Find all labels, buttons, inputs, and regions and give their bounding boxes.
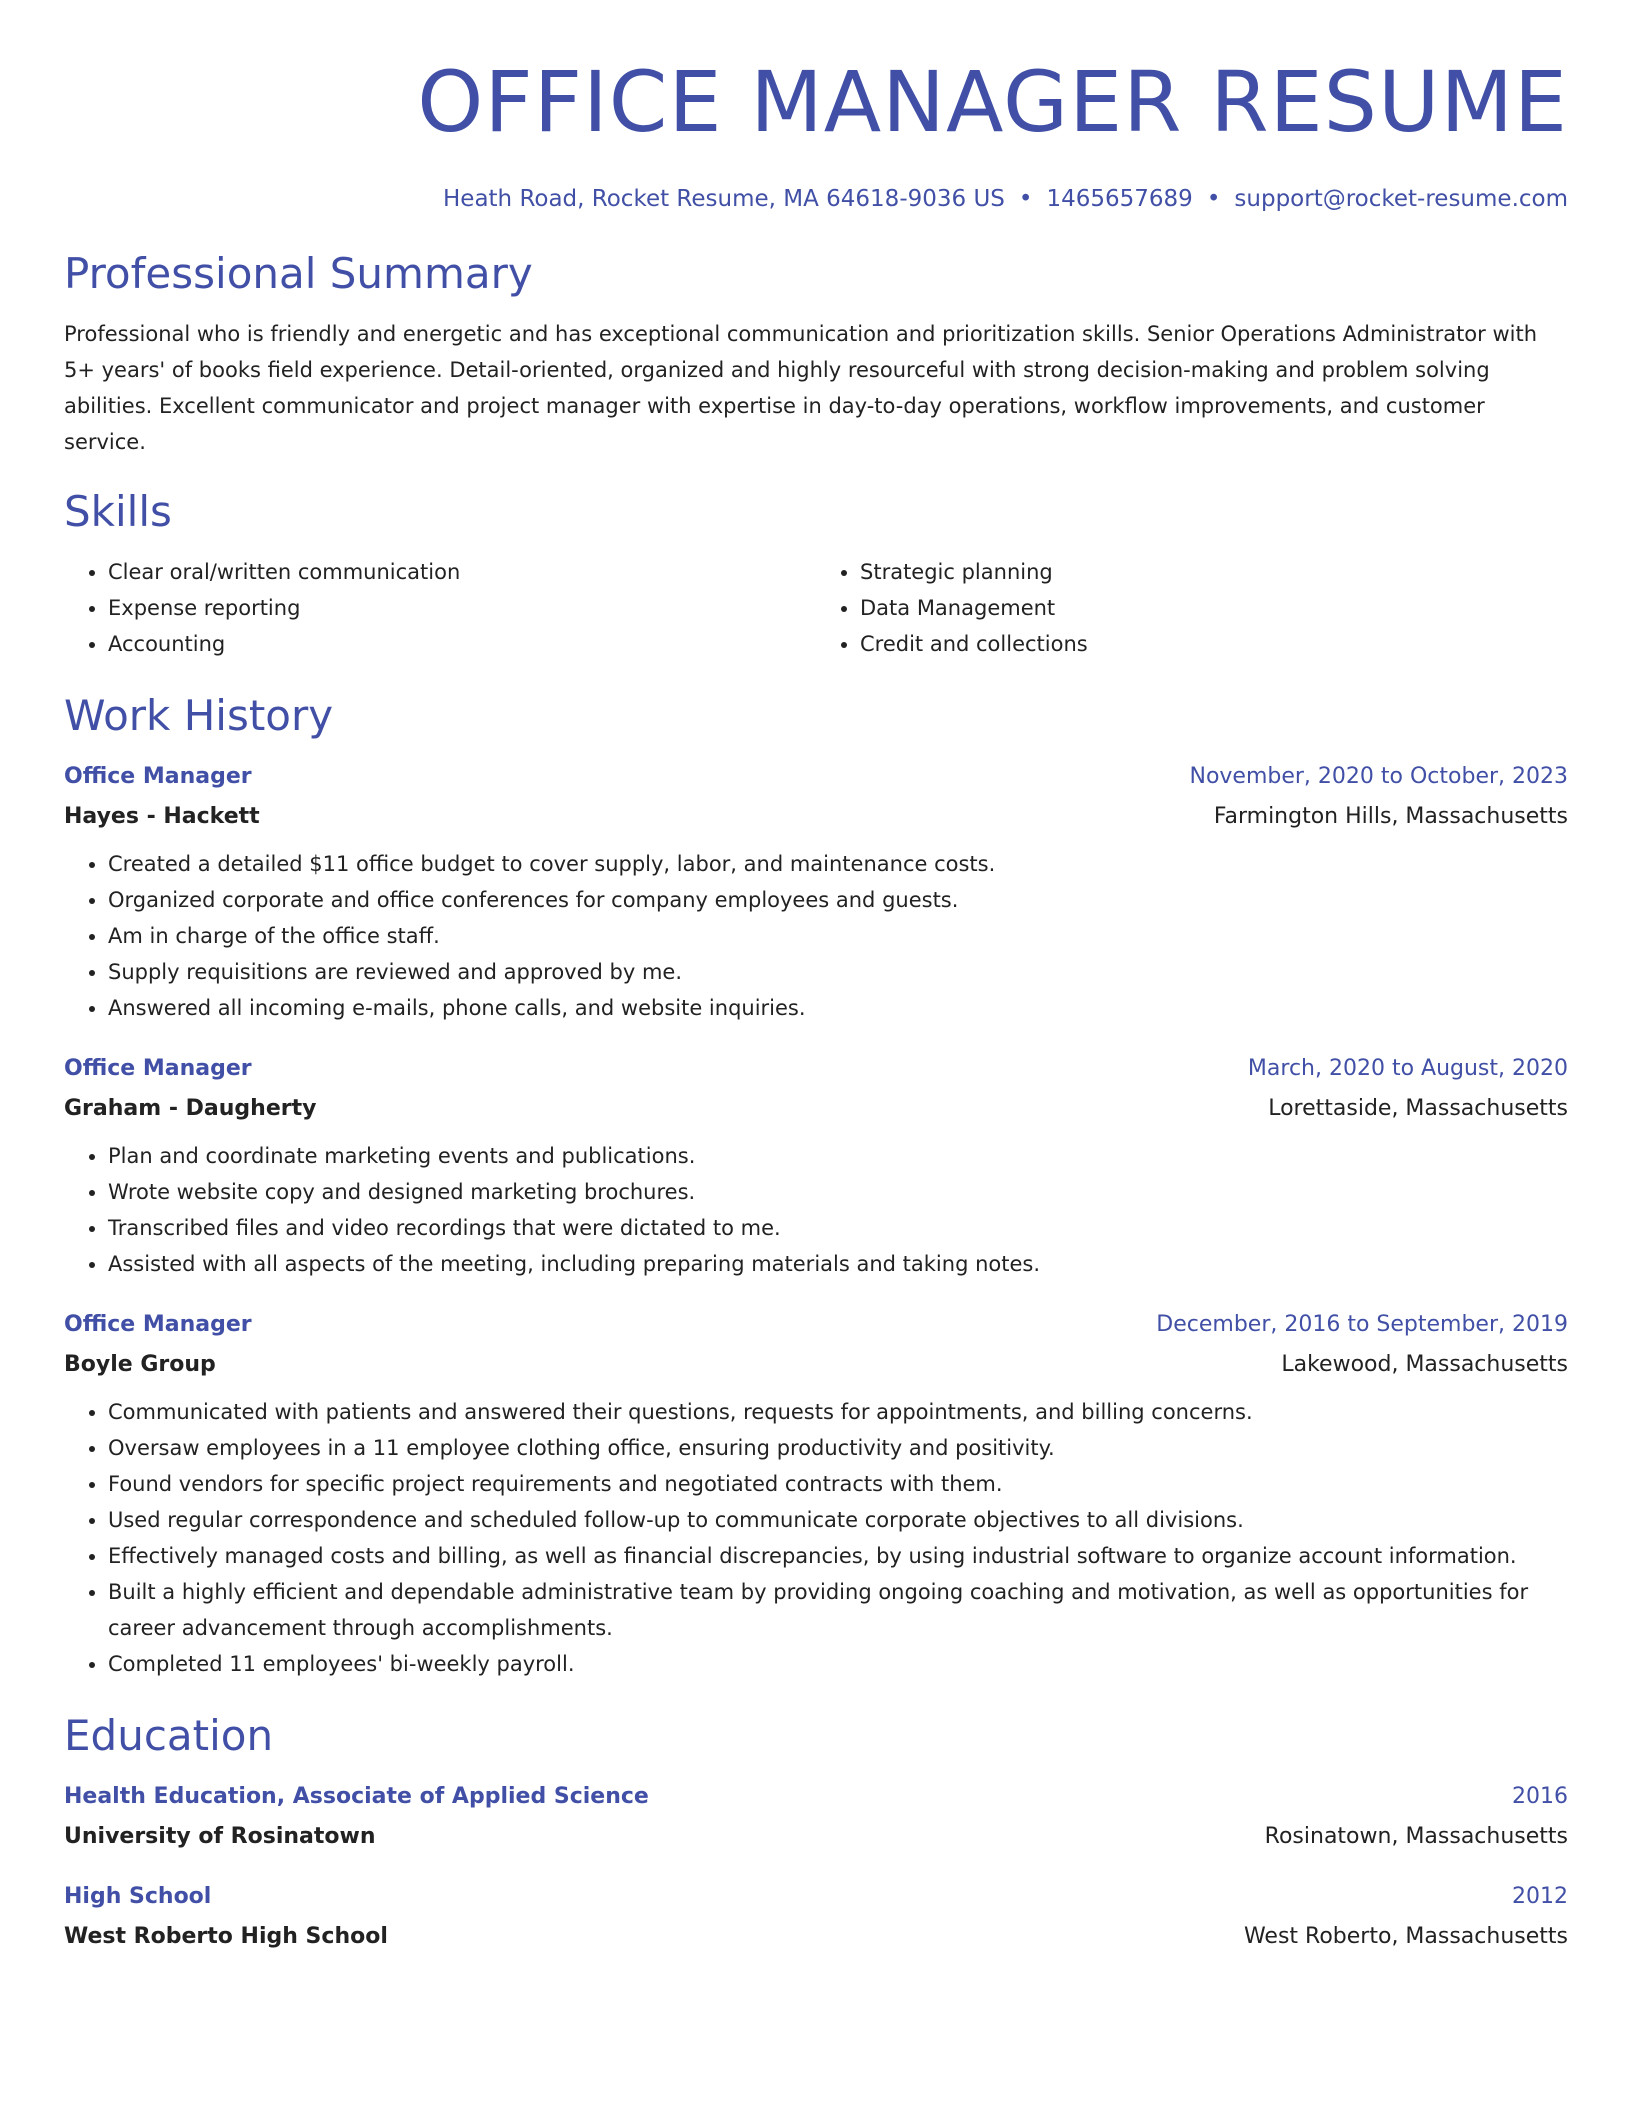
- company-name: Boyle Group: [64, 1352, 216, 1377]
- skills-grid: [64, 554, 1568, 662]
- education-entry: [64, 1882, 1568, 1952]
- job-bullets: [64, 1138, 1568, 1282]
- job-dates: December, 2016 to September, 2019: [1156, 1312, 1568, 1337]
- summary-section: [64, 246, 1568, 460]
- skills-list-left: [64, 554, 816, 662]
- school-location: West Roberto, Massachusetts: [1243, 1924, 1568, 1949]
- job-bullet: • Completed 11 employees' bi-weekly payroll.: [108, 1646, 1568, 1682]
- job-dates: November, 2020 to October, 2023: [1189, 764, 1568, 789]
- resume-title: OFFICE MANAGER RESUME: [417, 53, 1568, 151]
- job-location: Farmington Hills, Massachusetts: [1213, 804, 1568, 829]
- contact-line: [64, 184, 1568, 214]
- job-title: Office Manager: [64, 1056, 252, 1081]
- skill-item: • Strategic planning: [860, 554, 1568, 590]
- education-section: [64, 1708, 1568, 1952]
- job-bullets: [64, 1394, 1568, 1682]
- education-entry: [64, 1782, 1568, 1852]
- phone[interactable]: 1465657689: [1046, 186, 1193, 212]
- separator-bullet: •: [1018, 186, 1033, 212]
- job-entry: [64, 762, 1568, 1026]
- job-header: [64, 762, 1568, 792]
- job-bullet: • Communicated with patients and answered their questions, requests for appointments, and billing concerns.: [108, 1394, 1568, 1430]
- email[interactable]: support@rocket-resume.com: [1234, 186, 1568, 212]
- skill-item: • Clear oral/written communication: [108, 554, 816, 590]
- company-name: Hayes - Hackett: [64, 804, 260, 829]
- education-subheader: [64, 1922, 1568, 1952]
- job-bullet: • Used regular correspondence and scheduled follow-up to communicate corporate objectives to all divisions.: [108, 1502, 1568, 1538]
- address: Heath Road, Rocket Resume, MA 64618-9036 US: [443, 186, 1005, 212]
- job-bullet: • Transcribed files and video recordings that were dictated to me.: [108, 1210, 1568, 1246]
- job-title: Office Manager: [64, 1312, 252, 1337]
- job-location: Lakewood, Massachusetts: [1281, 1352, 1568, 1377]
- job-bullets: [64, 846, 1568, 1026]
- graduation-year: 2016: [1512, 1784, 1568, 1809]
- summary-heading: Professional Summary: [64, 249, 533, 298]
- job-subheader: [64, 1350, 1568, 1380]
- job-title: Office Manager: [64, 764, 252, 789]
- skills-list-right: [816, 554, 1568, 662]
- job-dates: March, 2020 to August, 2020: [1247, 1056, 1568, 1081]
- job-bullet: • Plan and coordinate marketing events and publications.: [108, 1138, 1568, 1174]
- skill-item: • Expense reporting: [108, 590, 816, 626]
- job-bullet: • Am in charge of the office staff.: [108, 918, 1568, 954]
- job-location: Lorettaside, Massachusetts: [1268, 1096, 1568, 1121]
- job-bullet: • Supply requisitions are reviewed and approved by me.: [108, 954, 1568, 990]
- education-header: [64, 1882, 1568, 1912]
- summary-text: Professional who is friendly and energetic and has exceptional communication and prioritization skills. Senior Operations Administrator with 5+ years' of books field experience. Detail-oriented, organized and highly resourceful with strong decision-making and problem solving abilities. Excellent communicator and project manager with expertise in day-to-day operations, workflow improvements, and customer service.: [64, 322, 1538, 454]
- job-entry: [64, 1054, 1568, 1282]
- graduation-year: 2012: [1512, 1884, 1568, 1909]
- job-bullet: • Found vendors for specific project requirements and negotiated contracts with them.: [108, 1466, 1568, 1502]
- company-name: Graham - Daugherty: [64, 1096, 317, 1121]
- school-location: Rosinatown, Massachusetts: [1264, 1824, 1568, 1849]
- work-heading: Work History: [64, 691, 334, 740]
- job-bullet: • Oversaw employees in a 11 employee clothing office, ensuring productivity and positivity.: [108, 1430, 1568, 1466]
- job-bullet: • Created a detailed $11 office budget to cover supply, labor, and maintenance costs.: [108, 846, 1568, 882]
- job-bullet: • Effectively managed costs and billing, as well as financial discrepancies, by using industrial software to organize account information.: [108, 1538, 1568, 1574]
- degree: Health Education, Associate of Applied Science: [64, 1784, 649, 1809]
- school-name: University of Rosinatown: [64, 1824, 376, 1849]
- job-bullet: • Wrote website copy and designed marketing brochures.: [108, 1174, 1568, 1210]
- job-bullet: • Answered all incoming e-mails, phone calls, and website inquiries.: [108, 990, 1568, 1026]
- job-subheader: [64, 1094, 1568, 1124]
- job-header: [64, 1054, 1568, 1084]
- job-bullet: • Organized corporate and office conferences for company employees and guests.: [108, 882, 1568, 918]
- separator-bullet: •: [1206, 186, 1221, 212]
- school-name: West Roberto High School: [64, 1924, 388, 1949]
- education-header: [64, 1782, 1568, 1812]
- work-section: [64, 688, 1568, 1682]
- skills-section: [64, 484, 1568, 662]
- skill-item: • Data Management: [860, 590, 1568, 626]
- job-entry: [64, 1310, 1568, 1682]
- skill-item: • Accounting: [108, 626, 816, 662]
- job-header: [64, 1310, 1568, 1340]
- skill-item: • Credit and collections: [860, 626, 1568, 662]
- job-subheader: [64, 802, 1568, 832]
- education-subheader: [64, 1822, 1568, 1852]
- degree: High School: [64, 1884, 212, 1909]
- skills-heading: Skills: [64, 487, 172, 536]
- education-heading: Education: [64, 1711, 274, 1760]
- job-bullet: • Assisted with all aspects of the meeting, including preparing materials and taking notes.: [108, 1246, 1568, 1282]
- job-bullet: • Built a highly efficient and dependable administrative team by providing ongoing coaching and motivation, as well as opportunities for career advancement through accomplishments.: [108, 1574, 1568, 1646]
